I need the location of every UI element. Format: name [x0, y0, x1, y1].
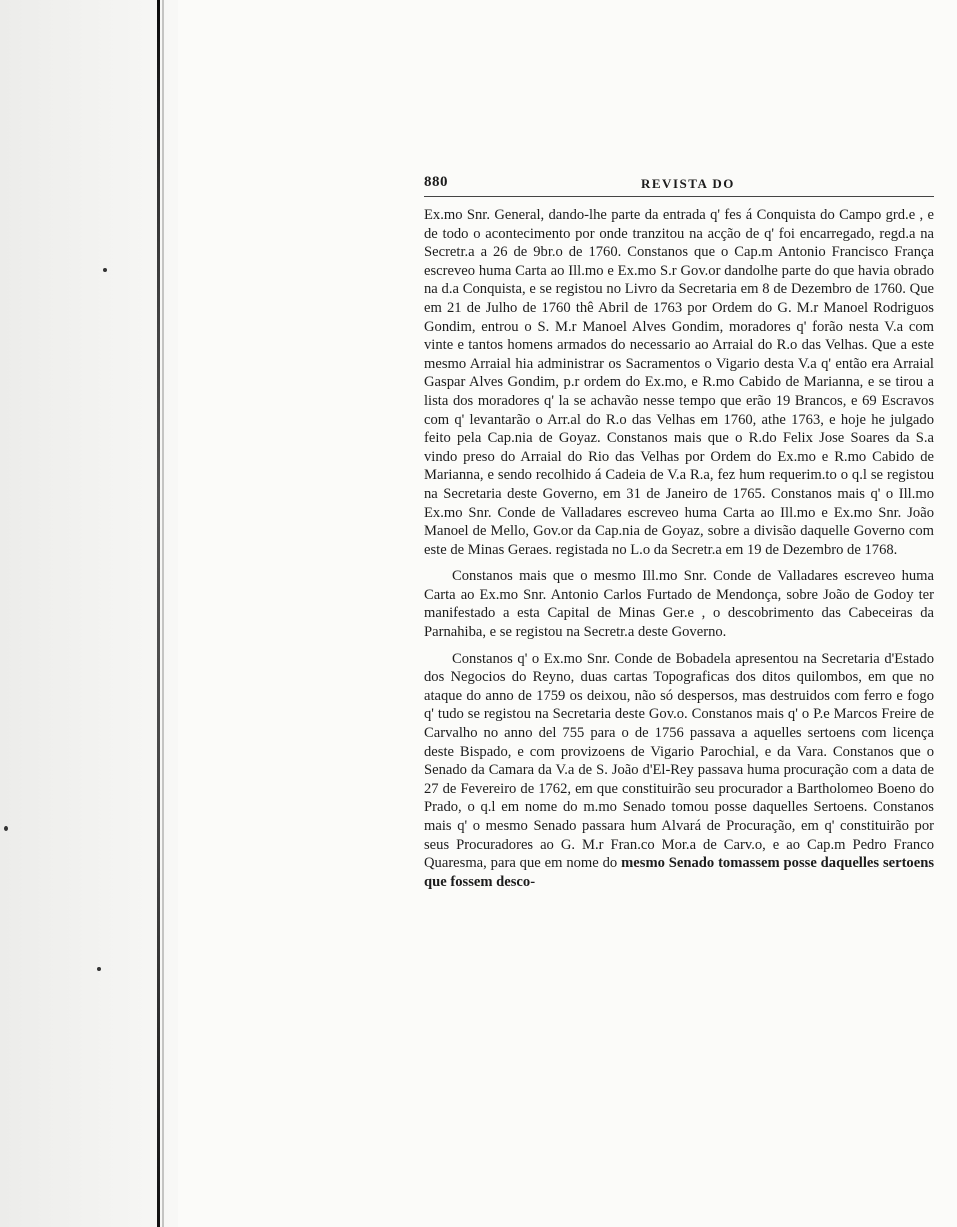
paragraph	[424, 650, 934, 892]
binding-edge	[157, 0, 160, 1227]
scan-speck	[103, 268, 107, 272]
paragraph: Ex.mo Snr. General, dando-lhe parte da entrada q' fes á Conquista do Campo grd.e , e de todo o acontecimento por onde tranzitou na acção de q' foi encarregado, regd.a na Secretr.a a 26 de 9br.o de 1760. Constanos que o Cap.m Antonio Francisco França escreveo huma Carta ao Ill.mo e Ex.mo S.r Gov.or dandolhe parte do que havia obrado na d.a Conquista, e se registou no Livro da Secretaria em 8 de Dezembro de 1760. Que em 21 de Julho de 1760 thê Abril de 1763 por Ordem do G. M.r Manoel Rodriguos Gondim, entrou o S. M.r Manoel Alves Gondim, moradores q' forão nesta V.a com vinte e tantos homens armados do necessario ao Arraial do R.o das Velhas. Que a este mesmo Arraial hia administrar os Sacramentos o Vigario desta V.a q' então era Arraial Gaspar Alves Gondim, p.r ordem do Ex.mo, e R.mo Cabido de Marianna, e se tirou a lista dos moradores q' la se achavão nesse tempo que erão 19 Brancos, e 69 Escravos com q' levantarão o Arr.al do R.o das Velhas em 1760, athe 1763, e hoje he julgado feito pela Cap.nia de Goyaz. Constanos mais que o R.do Felix Jose Soares da S.a vindo preso do Arraial do Rio das Velhas por Ordem do Ex.mo e R.mo Cabido de Marianna, e sendo recolhido á Cadeia de V.a R.a, fez hum requerim.to o q.l se registou na Secretaria deste Governo, em 31 de Janeiro de 1765. Constanos mais q' o Ill.mo Ex.mo Snr. Conde de Valladares escreveo huma Carta ao Ill.mo e Ex.mo Snr. João Manoel de Mello, Gov.or da Cap.nia de Goyaz, sobre a divisão daquelle Governo com este de Minas Geraes. registada no L.o da Secretr.a em 19 de Dezembro de 1768.	[424, 207, 934, 558]
header-rule	[424, 196, 934, 197]
text-body	[424, 206, 934, 891]
scan-speck	[97, 967, 101, 971]
page-number: 880	[424, 174, 448, 190]
paragraph: Constanos mais que o mesmo Ill.mo Snr. Conde de Valladares escreveo huma Carta ao Ex.mo Snr. Antonio Carlos Furtado de Mendonça, sobre João de Godoy ter manifestado a esta Capital de Minas Ger.e , o descobrimento das Cabeceiras da Parnahiba, e se registou na Secretr.a deste Governo.	[424, 568, 934, 641]
scan-speck	[4, 826, 8, 831]
page-header	[424, 174, 936, 196]
paragraph-text: Constanos q' o Ex.mo Snr. Conde de Bobadela apresentou na Secretaria d'Estado dos Negocios do Reyno, duas cartas Topograficas dos ditos quilombos, em que no ataque do anno de 1759 os deixou, não só despersos, mas destruidos com ferro e fogo q' tudo se registou na Secretaria deste Gov.o. Constanos mais q' o P.e Marcos Freire de Carvalho no anno del 755 para o de 1756 passava a aquelles sertoens com licença deste Bispado, e com provizoens de Vigario Parochial, e da Vara. Constanos que o Senado da Camara da V.a de S. João d'El-Rey passava huma procuração com a data de 27 de Fevereiro de 1762, em que constituirão seu procurador a Bartholomeo Boeno do Prado, o q.l em nome do m.mo Senado tomou posse daquelles Sertoens. Constanos mais q' o mesmo Senado passara hum Alvará de Procuração, em q' constituirão por seus Procuradores ao G. M.r Fran.co Mor.a de Carv.o, e ao Cap.m Pedro Franco Quaresma, para que em nome do	[424, 650, 934, 872]
binding-edge-shade	[162, 0, 164, 1227]
running-title: REVISTA DO	[641, 176, 735, 191]
binding-shadow	[0, 0, 178, 1227]
paragraph-last-line: mesmo Senado tomassem posse daquelles sertoens que fossem desco-	[424, 855, 935, 890]
